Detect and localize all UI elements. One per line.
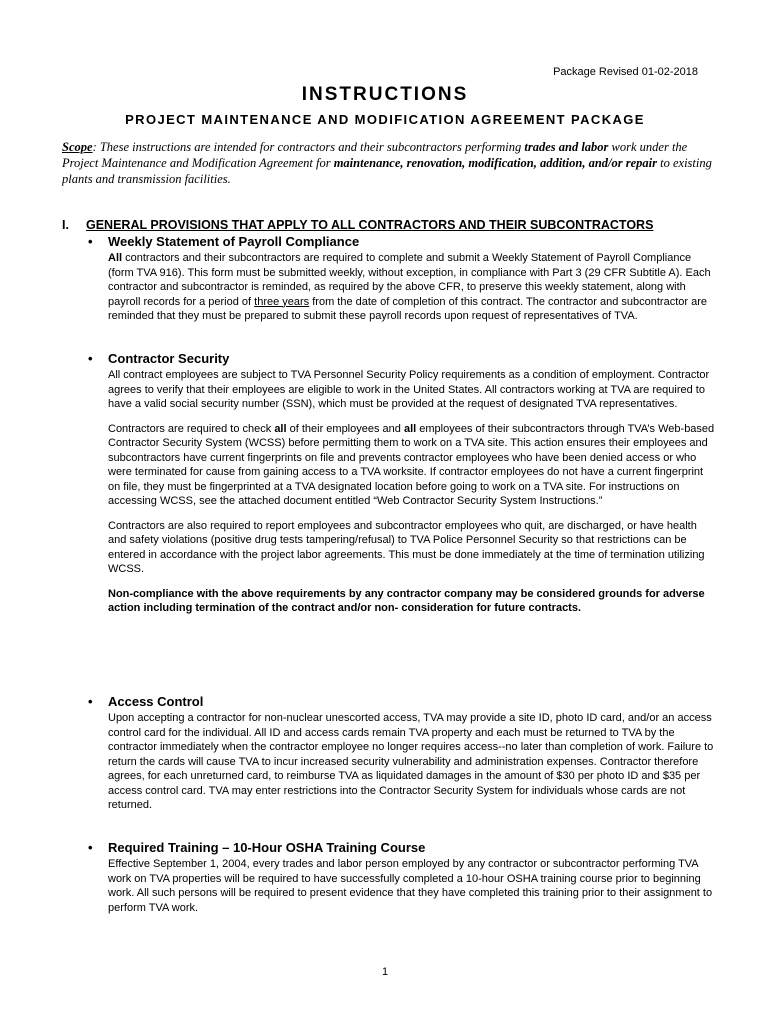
scope-text-2: work under the Project Maintenance and Modification Agreement for (62, 140, 688, 170)
payroll-heading-text: Weekly Statement of Payroll Compliance (108, 234, 360, 249)
access-paragraph (108, 711, 718, 813)
access-para: Upon accepting a contractor for non-nuclear unescorted access, TVA may provide a site ID, photo ID card, and/or an access control card for the individual. All ID and access cards remain TVA property and each must be returned to TVA by the contractor immediately when the contractor employee no longer requires access--no later than completion of work. Failure to return the cards will cause TVA to incur increased security vulnerability and administration expenses. Contractor therefore agrees, for each unreturned card, to reimburse TVA as liquidated damages in the amount of $30 per photo ID and $35 per access control card. TVA may enter restrictions into the Contractor Security System for individuals whose cards are not returned. (108, 712, 714, 811)
security-para-1: All contract employees are subject to TVA Personnel Security Policy requirements as a condition of employment. Contractor agrees to verify that their employees are eligible to work in the United States. All contractors working at TVA are required to have a valid social security number (SSN), which must be provided at the request of designated TVA representatives. (108, 369, 710, 410)
access-heading-text: Access Control (108, 694, 204, 709)
training-section (88, 840, 718, 915)
scope-label: Scope (62, 140, 93, 154)
scope-bold-1: trades and labor (524, 140, 609, 154)
security-para-2-bold-1: all (274, 422, 287, 435)
bullet-icon: • (88, 694, 93, 709)
scope-bold-2: maintenance, renovation, modification, addition, and/or repair (333, 156, 657, 170)
security-para-4: Non-compliance with the above requirements by any contractor company may be considered grounds for adverse action including termination of the contract and/or non- consideration for future contracts. (108, 587, 705, 614)
training-para: Effective September 1, 2004, every trades and labor person employed by any contractor or subcontractor performing TVA work on TVA properties will be required to have successfully completed a 10-hour OSHA training course prior to beginning work. All such persons will be required to present evidence that they have completed this training prior to their assignment to perform TVA work. (108, 858, 713, 914)
page-number: 1 (381, 966, 389, 978)
security-para-2-c: employees of their subcontractors through TVA’s Web-based Contractor Security System (WCSS) before permitting them to work on a TVA site. This action ensures their employees and subcontractors have current fingerprints on file and prevents contractor employees who have been denied access or who were terminated for cause from gaining access to a TVA worksite. If contractor employees do not have a current fingerprint on file, they must be fingerprinted at a TVA designated location before going to work on a TVA site. For instructions on accessing WCSS, see the attached document entitled “Web Contractor Security System Instructions.” (108, 422, 715, 507)
payroll-text-1: contractors and their subcontractors are required to complete and submit a Weekly Statement of Payroll Compliance (form TVA 916). This form must be submitted weekly, without exception, in compliance with Part 3 (29 CFR Subtitle A). Each contractor and subcontractor is reminded, as required by the above CFR, to preserve this weekly statement, along with payroll records for a period of (108, 252, 711, 308)
security-section (88, 351, 718, 616)
security-paragraphs (108, 368, 718, 616)
section-number: I. (62, 218, 69, 232)
section-title: GENERAL PROVISIONS THAT APPLY TO ALL CONTRACTORS AND THEIR SUBCONTRACTORS (86, 218, 654, 232)
scope-paragraph (62, 139, 714, 187)
training-heading-text: Required Training – 10-Hour OSHA Training Course (108, 840, 426, 855)
bullet-icon: • (88, 234, 93, 249)
bullet-icon: • (88, 351, 93, 366)
page-subtitle: PROJECT MAINTENANCE AND MODIFICATION AGREEMENT PACKAGE (125, 112, 645, 127)
security-para-2-b: of their employees and (286, 422, 404, 435)
security-para-2-bold-2: all (403, 422, 417, 435)
page-title: INSTRUCTIONS (301, 84, 469, 105)
access-heading (88, 694, 718, 711)
payroll-text-2: from the date of completion of this contract. The contractor and subcontractor are reminded that they must be prepared to submit these payroll records upon request of representatives of TVA. (108, 295, 708, 322)
payroll-heading (88, 234, 718, 251)
payroll-section (88, 234, 718, 324)
security-heading-text: Contractor Security (108, 351, 230, 366)
security-heading (88, 351, 718, 368)
section-heading (62, 218, 722, 232)
payroll-paragraph (108, 251, 718, 324)
scope-text-3: to existing plants and transmission facilities. (62, 156, 712, 186)
scope-text-1: : These instructions are intended for contractors and their subcontractors performing (92, 140, 525, 154)
bullet-icon: • (88, 840, 93, 855)
security-para-2-a: Contractors are required to check (108, 422, 275, 435)
security-para-2 (108, 422, 718, 509)
security-para-3: Contractors are also required to report employees and subcontractor employees who quit, are discharged, or have health and safety violations (positive drug tests tampering/refusal) to TVA Police Personnel Security so that restrictions can be entered in accordance with the project labor agreements. This must be done immediately at the time of termination utilizing WCSS. (108, 519, 705, 575)
revision-date: Package Revised 01-02-2018 (553, 66, 698, 78)
training-paragraph (108, 857, 718, 915)
access-section (88, 694, 718, 813)
payroll-lead: All (108, 252, 123, 264)
training-heading (88, 840, 718, 857)
payroll-underlined: three years (254, 295, 310, 308)
